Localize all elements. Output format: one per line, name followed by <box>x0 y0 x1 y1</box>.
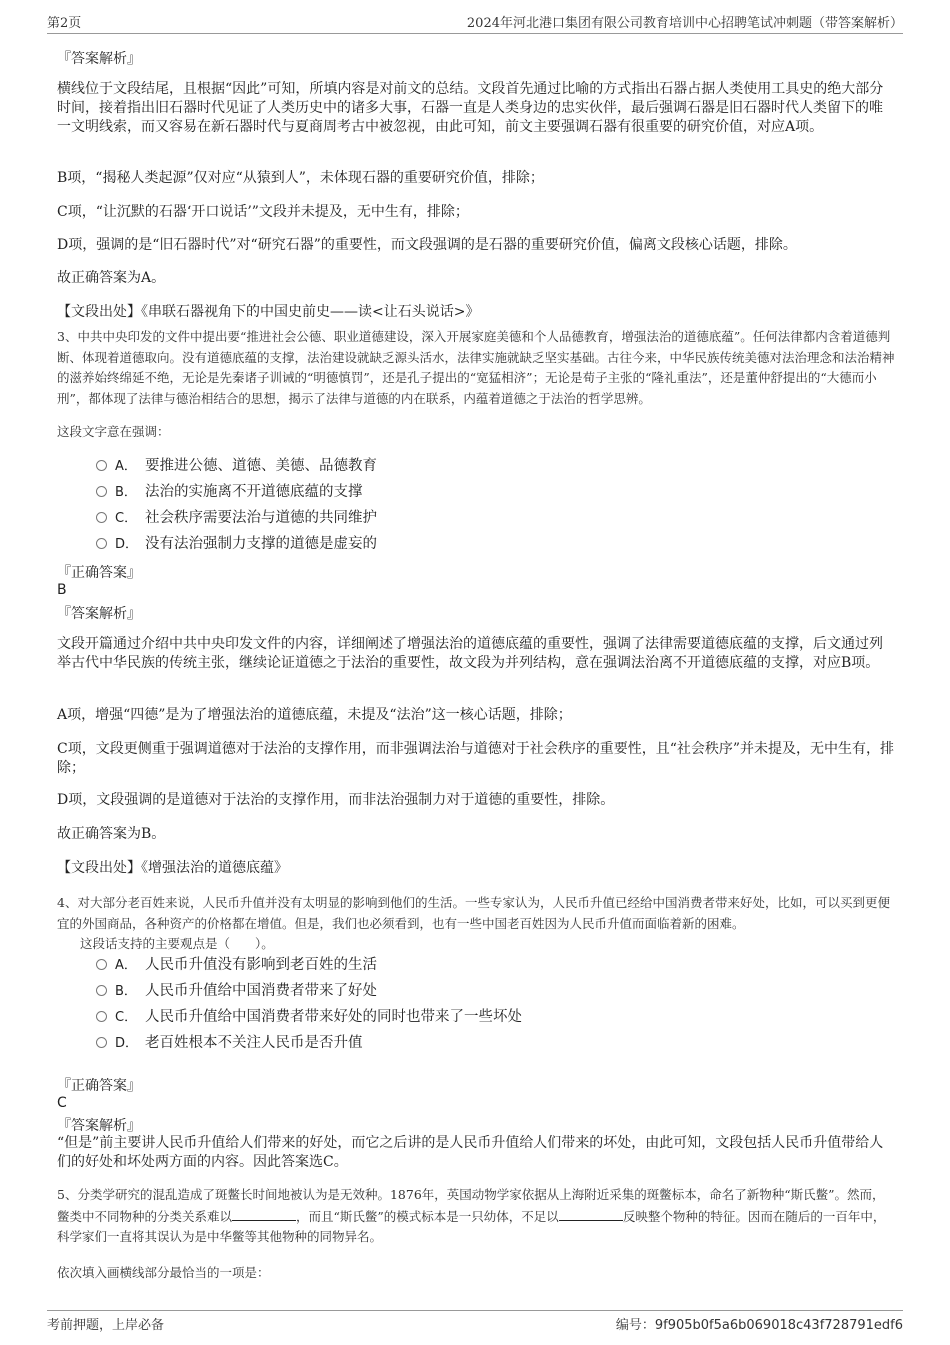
question-5-stem: 5、分类学研究的混乱造成了斑鳖长时间地被认为是无效种。1876年，英国动物学家依据从上海附近采集的斑鳖标本，命名了新物种“斯氏鳖”。然而，鳖类中不同物种的分类关系难以 ，而且“斯氏鳖”的模式标本是一只幼体，不足以 反映整个物种的特征。因而在随后的一百年中，科学家们一直将其误认为是中华鳖等其他物种的同物异名。 <box>57 1187 886 1244</box>
radio-icon[interactable] <box>96 460 107 471</box>
radio-icon[interactable] <box>96 959 107 970</box>
radio-icon[interactable] <box>96 538 107 549</box>
analysis-item-b: B项，“揭秘人类起源”仅对应“从猿到人”，未体现石器的重要研究价值，排除； <box>57 170 544 186</box>
radio-icon[interactable] <box>96 512 107 523</box>
analysis-text: 文段开篇通过介绍中共中央印发文件的内容，详细阐述了增强法治的道德底蕴的重要性，强调了法律需要道德底蕴的支撑，后文通过列举古代中华民族的传统主张，继续论证道德之于法治的重要性，故文段为并列结构，意在强调法治离不开道德底蕴的支撑，对应B项。 <box>57 636 883 671</box>
option-a[interactable]: A． 人民币升值没有影响到老百姓的生活 <box>96 955 377 976</box>
option-c[interactable]: C． 人民币升值给中国消费者带来好处的同时也带来了一些坏处 <box>96 1007 522 1028</box>
question-3-stem: 3、中共中央印发的文件中提出要“推进社会公德、职业道德建设，深入开展家庭美德和个人品德教育，增强法治的道德底蕴”。任何法律都内含着道德判断、体现着道德取向。没有道德底蕴的支撑，法治建设就缺乏源头活水，法律实施就缺乏坚实基础。古往今来，中华民族传统美德对法治理念和法治精神的滋养始终绵延不绝，无论是先秦诸子训诫的“明德慎罚”，还是孔子提出的“宽猛相济”；无论是荀子主张的“隆礼重法”，还是董仲舒提出的“大德而小刑”，都体现了法律与德治相结合的思想，揭示了法律与道德的内在联系，内蕴着道德之于法治的哲学思辨。 <box>57 329 895 406</box>
page-number: 第2页 <box>47 16 82 31</box>
analysis-label: 『答案解析』 <box>57 1118 141 1134</box>
correct-answer: B <box>57 582 67 598</box>
question-3-prompt: 这段文字意在强调： <box>57 424 170 439</box>
analysis-item-d: D项，文段强调的是道德对于法治的支撑作用，而非法治强制力对于道德的重要性，排除。 <box>57 792 615 808</box>
analysis-label: 『答案解析』 <box>57 606 141 622</box>
option-b[interactable]: B． 法治的实施离不开道德底蕴的支撑 <box>96 482 363 503</box>
analysis-text: 横线位于文段结尾，且根据“因此”可知，所填内容是对前文的总结。文段首先通过比喻的方式指出石器占据人类使用工具史的绝大部分时间，接着指出旧石器时代见证了人类历史中的诸多大事，石器一直是人类身边的忠实伙伴，最后强调石器是旧石器时代人类留下的唯一文明线索，而又容易在新石器时代与夏商周考古中被忽视，由此可知，前文主要强调石器有很重要的研究价值，对应A项。 <box>57 81 884 135</box>
footer-slogan: 考前押题，上岸必备 <box>47 1318 165 1333</box>
radio-icon[interactable] <box>96 985 107 996</box>
header-divider <box>47 33 903 34</box>
question-4-stem: 4、对大部分老百姓来说，人民币升值并没有太明显的影响到他们的生活。一些专家认为，人民币升值已经给中国消费者带来好处，比如，可以买到更便宜的外国商品，各种资产的价格都在增值。但是，我们也必须看到，也有一些中国老百姓因为人民币升值而面临着新的困难。 <box>57 895 890 931</box>
option-d[interactable]: D． 老百姓根本不关注人民币是否升值 <box>96 1033 363 1054</box>
radio-icon[interactable] <box>96 1011 107 1022</box>
fill-blank-1[interactable] <box>232 1206 296 1221</box>
document-title: 2024年河北港口集团有限公司教育培训中心招聘笔试冲刺题（带答案解析） <box>466 16 903 31</box>
question-4-prompt: 这段话支持的主要观点是（ ）。 <box>80 936 274 951</box>
footer-divider <box>47 1310 903 1311</box>
analysis-label: 『答案解析』 <box>57 51 141 67</box>
option-a[interactable]: A． 要推进公德、道德、美德、品德教育 <box>96 456 377 477</box>
analysis-item-d: D项，强调的是“旧石器时代”对“研究石器”的重要性，而文段强调的是石器的重要研究价值，偏离文段核心话题，排除。 <box>57 237 797 253</box>
passage-source: 【文段出处】《增强法治的道德底蕴》 <box>57 860 288 876</box>
page-header <box>47 12 903 32</box>
correct-answer-label: 『正确答案』 <box>57 1078 141 1094</box>
analysis-conclusion: 故正确答案为B。 <box>57 826 166 842</box>
analysis-item-c: C项，“让沉默的石器‘开口说话’”文段并未提及，无中生有，排除； <box>57 204 469 220</box>
document-code: 编号：9f905b0f5a6b069018c43f728791edf6 <box>615 1318 903 1333</box>
radio-icon[interactable] <box>96 486 107 497</box>
option-b[interactable]: B． 人民币升值给中国消费者带来了好处 <box>96 981 377 1002</box>
page-footer <box>47 1314 903 1333</box>
analysis-text: “但是”前主要讲人民币升值给人们带来的好处，而它之后讲的是人民币升值给人们带来的坏处，由此可知，文段包括人民币升值带给人们的好处和坏处两方面的内容。因此答案选C。 <box>57 1135 884 1170</box>
option-d[interactable]: D． 没有法治强制力支撑的道德是虚妄的 <box>96 534 377 555</box>
analysis-conclusion: 故正确答案为A。 <box>57 270 166 286</box>
fill-blank-2[interactable] <box>559 1206 623 1221</box>
passage-source: 【文段出处】《串联石器视角下的中国史前史——读<让石头说话>》 <box>57 304 480 320</box>
correct-answer: C <box>57 1095 67 1111</box>
analysis-item-c: C项，文段更侧重于强调道德对于法治的支撑作用，而非强调法治与道德对于社会秩序的重要性，且“社会秩序”并未提及，无中生有，排除； <box>57 741 895 776</box>
correct-answer-label: 『正确答案』 <box>57 565 141 581</box>
question-5-prompt: 依次填入画横线部分最恰当的一项是： <box>57 1265 270 1280</box>
option-c[interactable]: C． 社会秩序需要法治与道德的共同维护 <box>96 508 377 529</box>
analysis-item-a: A项，增强“四德”是为了增强法治的道德底蕴，未提及“法治”这一核心话题，排除； <box>57 707 572 723</box>
radio-icon[interactable] <box>96 1037 107 1048</box>
